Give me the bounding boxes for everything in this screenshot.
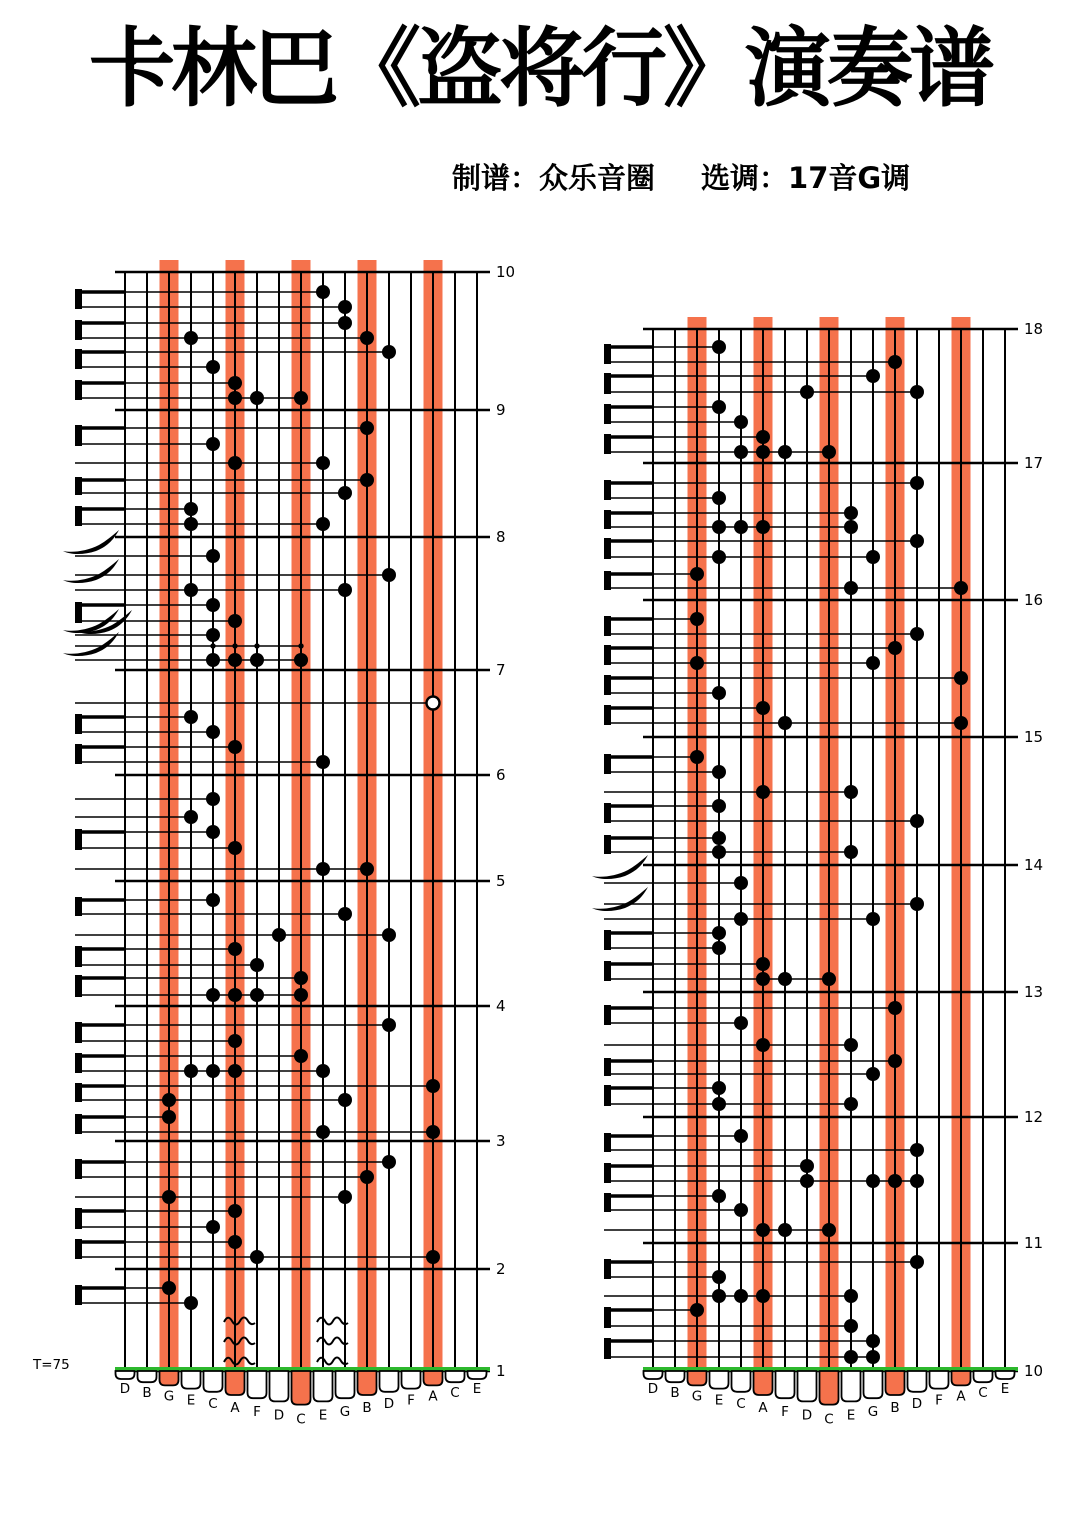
note-dot bbox=[206, 988, 220, 1002]
tine-label: E bbox=[846, 1407, 856, 1424]
note-dot bbox=[800, 1174, 814, 1188]
credit-label: 制谱：众乐音圈 bbox=[452, 161, 656, 195]
note-dot bbox=[800, 1159, 814, 1173]
note-dot bbox=[844, 1038, 858, 1052]
note-dot bbox=[756, 701, 770, 715]
tine-key bbox=[182, 1371, 201, 1389]
note-dot bbox=[316, 862, 330, 876]
tine-key bbox=[908, 1371, 927, 1392]
measure-number: 10 bbox=[1024, 1362, 1044, 1380]
tine-key bbox=[666, 1371, 685, 1382]
tine-key bbox=[864, 1371, 883, 1398]
tine-label: E bbox=[318, 1407, 328, 1424]
tine-label: B bbox=[890, 1400, 900, 1416]
tremolo-mark bbox=[317, 1318, 348, 1325]
measure-number: 5 bbox=[496, 872, 506, 890]
note-dot bbox=[866, 1350, 880, 1364]
tine-label: D bbox=[273, 1407, 285, 1424]
tine-label: G bbox=[691, 1388, 703, 1405]
tine-label: D bbox=[119, 1381, 131, 1397]
tremolo-mark bbox=[317, 1358, 348, 1365]
note-dot bbox=[206, 360, 220, 374]
tine-label: F bbox=[407, 1392, 415, 1409]
note-dot bbox=[712, 686, 726, 700]
note-dot bbox=[778, 1223, 792, 1237]
note-dot bbox=[844, 581, 858, 595]
note-dot bbox=[228, 841, 242, 855]
measure-number: 12 bbox=[1024, 1108, 1044, 1126]
tine-label: G bbox=[163, 1388, 175, 1405]
note-dot bbox=[734, 912, 748, 926]
measure-number: 1 bbox=[496, 1362, 506, 1380]
tine-key bbox=[688, 1371, 707, 1385]
note-dot bbox=[228, 456, 242, 470]
measure-number: 6 bbox=[496, 766, 506, 784]
tine-key bbox=[776, 1371, 795, 1398]
tine-label: B bbox=[670, 1384, 680, 1401]
note-dot bbox=[184, 1064, 198, 1078]
note-dot bbox=[910, 1255, 924, 1269]
tine-key bbox=[996, 1371, 1015, 1379]
note-dot bbox=[426, 1125, 440, 1139]
tine-key bbox=[248, 1371, 267, 1398]
tine-label: A bbox=[230, 1400, 240, 1416]
tine-key bbox=[644, 1371, 663, 1379]
note-dot bbox=[866, 656, 880, 670]
note-dot bbox=[910, 1143, 924, 1157]
measure-number: 13 bbox=[1024, 983, 1044, 1001]
note-dot bbox=[382, 1155, 396, 1169]
note-dot bbox=[910, 385, 924, 399]
note-dot bbox=[338, 316, 352, 330]
note-dot bbox=[206, 725, 220, 739]
measure-number: 17 bbox=[1024, 454, 1044, 472]
note-dot bbox=[206, 1220, 220, 1234]
note-dot bbox=[338, 583, 352, 597]
tremolo-mark bbox=[317, 1338, 348, 1345]
note-dot bbox=[382, 568, 396, 582]
note-dot bbox=[954, 671, 968, 685]
tine-label: E bbox=[1000, 1381, 1010, 1397]
tine-label: B bbox=[142, 1384, 152, 1401]
tine-key bbox=[226, 1371, 245, 1395]
note-dot bbox=[426, 1250, 440, 1264]
note-dot bbox=[756, 1223, 770, 1237]
tine-label: C bbox=[824, 1411, 834, 1428]
note-dot bbox=[184, 710, 198, 724]
note-dot bbox=[316, 456, 330, 470]
note-dot bbox=[228, 740, 242, 754]
note-dot bbox=[690, 567, 704, 581]
note-dot bbox=[778, 445, 792, 459]
note-dot bbox=[690, 656, 704, 670]
note-dot bbox=[250, 988, 264, 1002]
tine-key bbox=[292, 1371, 311, 1405]
tine-key bbox=[732, 1371, 751, 1392]
measure-number: 11 bbox=[1024, 1234, 1044, 1252]
note-dot bbox=[206, 792, 220, 806]
note-dot bbox=[712, 550, 726, 564]
note-dot bbox=[316, 755, 330, 769]
measure-number: 3 bbox=[496, 1132, 506, 1150]
tine-key bbox=[842, 1371, 861, 1401]
note-dot bbox=[338, 907, 352, 921]
note-dot bbox=[734, 1129, 748, 1143]
tine-key bbox=[886, 1371, 905, 1395]
note-dot bbox=[888, 1054, 902, 1068]
note-dot bbox=[844, 1350, 858, 1364]
tine-label: G bbox=[339, 1403, 351, 1420]
note-dot bbox=[712, 340, 726, 354]
tempo-label: T=75 bbox=[33, 1357, 70, 1373]
note-dot bbox=[844, 785, 858, 799]
note-dot bbox=[910, 814, 924, 828]
note-dot bbox=[426, 1079, 440, 1093]
tine-label: D bbox=[911, 1396, 923, 1413]
note-dot bbox=[162, 1093, 176, 1107]
note-dot bbox=[800, 385, 814, 399]
glissando-mark bbox=[592, 887, 648, 911]
tine-label: F bbox=[253, 1403, 261, 1420]
tine-label: C bbox=[296, 1411, 306, 1428]
note-dot bbox=[712, 491, 726, 505]
note-dot bbox=[294, 653, 308, 667]
note-dot bbox=[228, 391, 242, 405]
note-dot bbox=[954, 581, 968, 595]
note-dot bbox=[888, 355, 902, 369]
note-dot bbox=[294, 988, 308, 1002]
note-dot bbox=[712, 1270, 726, 1284]
measure-number: 18 bbox=[1024, 320, 1044, 338]
note-dot bbox=[712, 1097, 726, 1111]
tine-key bbox=[116, 1371, 135, 1379]
note-dot bbox=[690, 1303, 704, 1317]
staccato-dot bbox=[232, 643, 237, 648]
note-dot bbox=[910, 897, 924, 911]
staccato-dot bbox=[298, 643, 303, 648]
note-dot bbox=[712, 400, 726, 414]
tab-column-measures-1-10 bbox=[63, 260, 515, 1427]
measure-number: 15 bbox=[1024, 728, 1044, 746]
note-dot bbox=[866, 912, 880, 926]
note-dot bbox=[250, 653, 264, 667]
tine-key bbox=[930, 1371, 949, 1389]
note-dot bbox=[250, 958, 264, 972]
note-dot bbox=[866, 550, 880, 564]
tab-column-measures-10-18 bbox=[592, 317, 1043, 1427]
note-dot bbox=[888, 1001, 902, 1015]
note-dot bbox=[360, 473, 374, 487]
tine-key bbox=[710, 1371, 729, 1389]
note-dot bbox=[206, 437, 220, 451]
tine-key bbox=[336, 1371, 355, 1398]
tine-key bbox=[820, 1371, 839, 1405]
tine-label: D bbox=[647, 1381, 659, 1397]
note-dot bbox=[250, 391, 264, 405]
note-dot bbox=[822, 445, 836, 459]
note-dot bbox=[206, 653, 220, 667]
tine-key bbox=[952, 1371, 971, 1385]
note-dot bbox=[844, 1289, 858, 1303]
note-dot bbox=[756, 972, 770, 986]
note-dot bbox=[228, 614, 242, 628]
note-dot bbox=[712, 799, 726, 813]
measure-number: 4 bbox=[496, 997, 506, 1015]
note-dot bbox=[360, 421, 374, 435]
note-dot bbox=[338, 1190, 352, 1204]
tine-label: E bbox=[186, 1392, 196, 1409]
note-dot bbox=[712, 941, 726, 955]
note-dot bbox=[184, 1296, 198, 1310]
measure-number: 8 bbox=[496, 528, 506, 546]
note-dot bbox=[866, 1067, 880, 1081]
note-dot bbox=[778, 972, 792, 986]
tine-key bbox=[974, 1371, 993, 1382]
note-dot bbox=[712, 831, 726, 845]
note-dot bbox=[206, 628, 220, 642]
tine-label: E bbox=[472, 1381, 482, 1397]
note-dot bbox=[206, 893, 220, 907]
note-dot bbox=[294, 1049, 308, 1063]
tine-label: C bbox=[208, 1396, 218, 1413]
tine-label: E bbox=[714, 1392, 724, 1409]
note-dot bbox=[228, 1204, 242, 1218]
note-dot bbox=[954, 716, 968, 730]
note-dot bbox=[206, 598, 220, 612]
note-dot bbox=[756, 785, 770, 799]
note-dot bbox=[184, 583, 198, 597]
note-dot bbox=[866, 1174, 880, 1188]
note-dot bbox=[844, 520, 858, 534]
note-dot bbox=[734, 415, 748, 429]
tine-key bbox=[402, 1371, 421, 1389]
tine-label: A bbox=[956, 1388, 966, 1405]
note-dot bbox=[822, 972, 836, 986]
note-dot bbox=[822, 1223, 836, 1237]
tine-key bbox=[314, 1371, 333, 1401]
tine-key bbox=[424, 1371, 443, 1385]
note-dot bbox=[206, 1064, 220, 1078]
note-dot bbox=[316, 1125, 330, 1139]
tine-key bbox=[270, 1371, 289, 1401]
note-dot bbox=[910, 1174, 924, 1188]
measure-number: 10 bbox=[496, 263, 516, 281]
note-dot bbox=[338, 300, 352, 314]
note-dot bbox=[316, 1064, 330, 1078]
tine-label: D bbox=[383, 1396, 395, 1413]
note-dot bbox=[690, 612, 704, 626]
note-dot bbox=[712, 1081, 726, 1095]
note-dot bbox=[162, 1281, 176, 1295]
tine-label: A bbox=[758, 1400, 768, 1416]
note-dot bbox=[382, 928, 396, 942]
tine-key bbox=[754, 1371, 773, 1395]
note-dot bbox=[778, 716, 792, 730]
note-dot bbox=[360, 1170, 374, 1184]
tine-label: C bbox=[736, 1396, 746, 1413]
note-dot bbox=[228, 653, 242, 667]
note-dot bbox=[228, 1034, 242, 1048]
measure-number: 2 bbox=[496, 1260, 506, 1278]
note-dot bbox=[206, 549, 220, 563]
note-dot bbox=[228, 376, 242, 390]
note-dot bbox=[712, 1189, 726, 1203]
note-dot bbox=[712, 1289, 726, 1303]
note-dot bbox=[756, 1289, 770, 1303]
note-dot bbox=[272, 928, 286, 942]
note-dot bbox=[360, 862, 374, 876]
note-dot bbox=[866, 369, 880, 383]
note-dot bbox=[910, 534, 924, 548]
staccato-dot bbox=[254, 643, 259, 648]
measure-number: 7 bbox=[496, 661, 506, 679]
note-dot bbox=[206, 825, 220, 839]
note-dot bbox=[844, 1319, 858, 1333]
note-dot bbox=[294, 391, 308, 405]
note-dot bbox=[712, 926, 726, 940]
tine-key bbox=[160, 1371, 179, 1385]
glissando-mark bbox=[592, 855, 648, 879]
tine-key bbox=[446, 1371, 465, 1382]
key-label: 选调：17音G调 bbox=[701, 161, 911, 195]
note-dot bbox=[756, 1038, 770, 1052]
note-dot bbox=[382, 345, 396, 359]
note-dot bbox=[382, 1018, 396, 1032]
page-title: 卡林巴《盗将行》演奏谱 bbox=[89, 19, 991, 119]
tine-label: C bbox=[978, 1384, 988, 1401]
note-dot bbox=[316, 517, 330, 531]
note-dot bbox=[756, 430, 770, 444]
note-dot bbox=[734, 520, 748, 534]
note-dot bbox=[888, 641, 902, 655]
tine-key bbox=[138, 1371, 157, 1382]
note-dot bbox=[316, 285, 330, 299]
note-dot bbox=[844, 506, 858, 520]
note-dot bbox=[734, 1289, 748, 1303]
measure-number: 9 bbox=[496, 401, 506, 419]
note-dot bbox=[228, 1064, 242, 1078]
note-dot bbox=[844, 845, 858, 859]
tine-label: F bbox=[781, 1403, 789, 1420]
measure-number: 16 bbox=[1024, 591, 1044, 609]
note-dot bbox=[184, 331, 198, 345]
note-dot bbox=[734, 1203, 748, 1217]
tine-key bbox=[358, 1371, 377, 1395]
tine-label: D bbox=[801, 1407, 813, 1424]
note-dot bbox=[756, 520, 770, 534]
note-dot bbox=[338, 1093, 352, 1107]
note-dot bbox=[910, 476, 924, 490]
note-dot bbox=[712, 520, 726, 534]
tine-key bbox=[380, 1371, 399, 1392]
staccato-dot bbox=[210, 643, 215, 648]
note-dot bbox=[162, 1110, 176, 1124]
note-dot bbox=[866, 1334, 880, 1348]
note-dot bbox=[228, 988, 242, 1002]
note-dot bbox=[844, 1097, 858, 1111]
tine-key bbox=[468, 1371, 487, 1379]
note-dot bbox=[712, 765, 726, 779]
glissando-mark bbox=[63, 559, 119, 583]
note-dot bbox=[338, 486, 352, 500]
note-dot bbox=[690, 750, 704, 764]
glissando-mark bbox=[63, 530, 119, 554]
note-dot bbox=[184, 810, 198, 824]
tine-key bbox=[798, 1371, 817, 1401]
note-dot bbox=[910, 627, 924, 641]
note-dot bbox=[228, 1235, 242, 1249]
tine-key bbox=[204, 1371, 223, 1392]
tine-label: C bbox=[450, 1384, 460, 1401]
tine-label: B bbox=[362, 1400, 372, 1416]
note-dot bbox=[888, 1174, 902, 1188]
note-dot bbox=[228, 942, 242, 956]
tine-label: A bbox=[428, 1388, 438, 1405]
note-dot bbox=[184, 502, 198, 516]
note-dot bbox=[756, 957, 770, 971]
note-dot bbox=[162, 1190, 176, 1204]
note-dot bbox=[294, 971, 308, 985]
note-dot bbox=[734, 876, 748, 890]
tine-label: G bbox=[867, 1403, 879, 1420]
note-dot bbox=[734, 445, 748, 459]
note-dot bbox=[250, 1250, 264, 1264]
tine-label: F bbox=[935, 1392, 943, 1409]
note-dot bbox=[756, 445, 770, 459]
note-dot bbox=[734, 1016, 748, 1030]
measure-number: 14 bbox=[1024, 856, 1044, 874]
note-dot bbox=[360, 331, 374, 345]
open-note-dot bbox=[427, 697, 440, 710]
note-dot bbox=[184, 517, 198, 531]
note-dot bbox=[712, 845, 726, 859]
